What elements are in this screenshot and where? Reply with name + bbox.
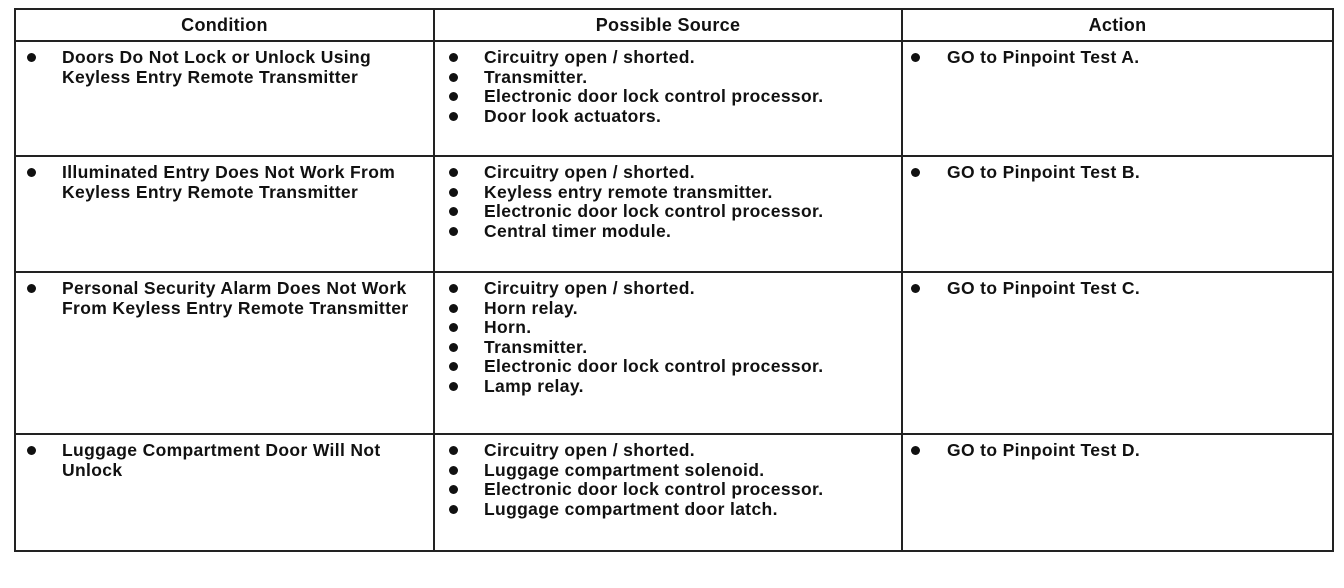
table-header-row [15, 9, 1333, 41]
action-item [907, 163, 1326, 183]
source-item [445, 318, 895, 338]
bullet-icon [911, 53, 920, 62]
source-text: Lamp relay. [484, 375, 584, 396]
action-text: GO to Pinpoint Test C. [947, 278, 1141, 298]
source-item [445, 441, 895, 461]
bullet-icon [449, 323, 458, 332]
bullet-icon [911, 168, 920, 177]
source-text: Electronic door lock control processor. [484, 479, 824, 499]
condition-item [23, 48, 427, 87]
action-item [907, 48, 1326, 68]
source-text: Door look actuators. [484, 105, 662, 126]
source-item [445, 183, 895, 203]
condition-cell [15, 156, 434, 272]
bullet-icon [449, 53, 458, 62]
bullet-icon [449, 343, 458, 352]
source-item [445, 279, 895, 299]
possible-source-cell [434, 272, 902, 434]
source-text: Circuitry open / shorted. [484, 440, 695, 460]
condition-item [23, 279, 427, 318]
source-text: Keyless entry remote transmitter. [484, 181, 773, 202]
condition-cell [15, 41, 434, 156]
bullet-icon [449, 92, 458, 101]
source-text: Transmitter. [484, 336, 588, 357]
source-item [445, 338, 895, 358]
source-text: Electronic door lock control processor. [484, 201, 824, 221]
bullet-icon [449, 227, 458, 236]
header-action: Action [902, 9, 1333, 41]
diagnosis-table [14, 8, 1334, 552]
action-item [907, 279, 1326, 299]
bullet-icon [27, 168, 36, 177]
action-cell [902, 272, 1333, 434]
source-text: Luggage compartment solenoid. [484, 459, 765, 480]
bullet-icon [449, 207, 458, 216]
table-row [15, 434, 1333, 551]
source-item [445, 87, 895, 107]
source-text: Electronic door lock control processor. [484, 356, 824, 376]
source-item [445, 222, 895, 242]
possible-source-cell [434, 156, 902, 272]
bullet-icon [27, 53, 36, 62]
source-text: Central timer module. [484, 220, 672, 241]
action-cell [902, 434, 1333, 551]
bullet-icon [449, 446, 458, 455]
source-item [445, 377, 895, 397]
source-item [445, 48, 895, 68]
table-row [15, 41, 1333, 156]
condition-item [23, 441, 427, 480]
source-item [445, 68, 895, 88]
source-item [445, 461, 895, 481]
bullet-icon [449, 112, 458, 121]
condition-text: Illuminated Entry Does Not Work From Keyless Entry Remote Transmitter [62, 162, 396, 202]
source-item [445, 299, 895, 319]
bullet-icon [449, 304, 458, 313]
source-text: Transmitter. [484, 66, 588, 87]
source-item [445, 163, 895, 183]
condition-text: Doors Do Not Lock or Unlock Using Keyless Entry Remote Transmitter [62, 47, 372, 87]
bullet-icon [449, 362, 458, 371]
bullet-icon [449, 505, 458, 514]
table-row [15, 156, 1333, 272]
bullet-icon [449, 466, 458, 475]
source-item [445, 202, 895, 222]
source-item [445, 107, 895, 127]
possible-source-cell [434, 41, 902, 156]
bullet-icon [449, 382, 458, 391]
action-item [907, 441, 1326, 461]
table-row [15, 272, 1333, 434]
source-text: Circuitry open / shorted. [484, 47, 695, 67]
bullet-icon [449, 73, 458, 82]
action-text: GO to Pinpoint Test D. [947, 440, 1141, 460]
condition-text: Luggage Compartment Door Will Not Unlock [62, 440, 381, 480]
header-possible-source: Possible Source [434, 9, 902, 41]
bullet-icon [449, 168, 458, 177]
bullet-icon [911, 446, 920, 455]
bullet-icon [27, 284, 36, 293]
action-cell [902, 41, 1333, 156]
condition-cell [15, 272, 434, 434]
source-text: Horn. [484, 317, 532, 337]
source-text: Horn relay. [484, 297, 578, 318]
condition-text: Personal Security Alarm Does Not Work From Keyless Entry Remote Transmitter [62, 278, 409, 318]
action-text: GO to Pinpoint Test B. [947, 162, 1141, 182]
source-text: Circuitry open / shorted. [484, 278, 695, 298]
condition-cell [15, 434, 434, 551]
source-item [445, 500, 895, 520]
bullet-icon [449, 284, 458, 293]
bullet-icon [449, 188, 458, 197]
source-text: Luggage compartment door latch. [484, 498, 778, 519]
source-text: Electronic door lock control processor. [484, 86, 824, 106]
action-text: GO to Pinpoint Test A. [947, 47, 1140, 67]
possible-source-cell [434, 434, 902, 551]
action-cell [902, 156, 1333, 272]
bullet-icon [911, 284, 920, 293]
bullet-icon [449, 485, 458, 494]
source-text: Circuitry open / shorted. [484, 162, 695, 182]
source-item [445, 357, 895, 377]
bullet-icon [27, 446, 36, 455]
source-item [445, 480, 895, 500]
condition-item [23, 163, 427, 202]
header-condition: Condition [15, 9, 434, 41]
